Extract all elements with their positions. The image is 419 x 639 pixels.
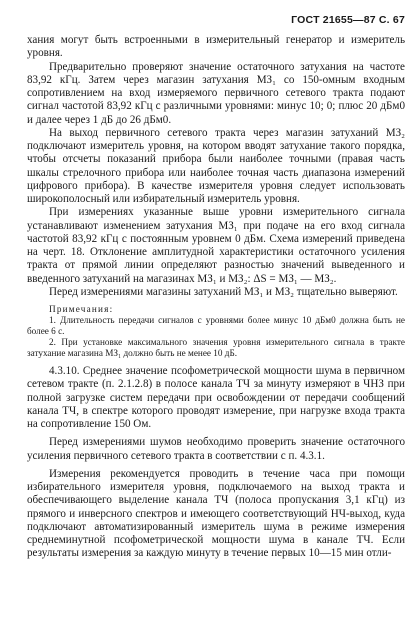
- notes-block: [27, 304, 405, 359]
- running-head: ГОСТ 21655—87 С. 67: [291, 14, 405, 26]
- paragraph-noise-power: 4.3.10. Среднее значение псофометрической мощности шума в первичном сетевом тракте (п. 2.1.2.8) в полосе канала ТЧ за минуту измеряют в ЧНЗ при полной загрузке систем передачи при освобождении от передачи сообщений канала ТЧ, в спектре которого проводят измерение, при нагрузке входа тракта на сопротивление 150 Ом.: [27, 365, 405, 430]
- section-4-3-10: [27, 365, 405, 561]
- paragraph-noise-procedure: Измерения рекомендуется проводить в течение часа при помощи избирательного измерителя уровня, подключаемого на выход тракта и обеспечивающего выделение канала ТЧ (полоса пропускания 3,1 кГц) из прямого и инверсного спектров и имеющего соответствующий НЧ-выход, куда подключают автоматизированный измеритель шума в режиме измерения среднеминутной псофометрической мощности шума в канале ТЧ. Если результаты измерения за каждую минуту в течение первых 10—15 мин отли-: [27, 467, 405, 560]
- paragraph-continuation: хания могут быть встроенными в измерительный генератор и измеритель уровня.: [27, 34, 405, 60]
- paragraph-noise-precheck: Перед измерениями шумов необходимо проверить значение остаточного усиления первичного сетевого тракта в соответствии с п. 4.3.1.: [27, 436, 405, 462]
- paragraph-output-level-meter: На выход первичного сетевого тракта через магазин затуханий МЗ₂ подключают измеритель уровня, на котором вводят затухание такого порядка, чтобы отсчеты показаний прибора были наиболее точными (правая часть шкалы стрелочного прибора или наиболее точная часть диапазона измерений цифрового прибора). В качестве измерителя уровня следует использовать широкополосный или избирательный измеритель уровня.: [27, 126, 405, 205]
- paragraph-measurement-procedure: При измерениях указанные выше уровни измерительного сигнала устанавливают изменением затухания МЗ₁ при подаче на его вход сигнала частотой 83,92 кГц с постоянным уровнем 0 дБм. Схема измерений приведена на черт. 18. Отклонение амплитудной характеристики остаточного усиления тракта от прямой линии определяют разностью значений выведенного и введенного затуханий на магазинах МЗ₁ и МЗ₂: ΔS = МЗ₁ — МЗ₂.: [27, 206, 405, 285]
- notes-title: Примечания:: [49, 304, 114, 314]
- note-1: 1. Длительность передачи сигналов с уровнями более минус 10 дБм0 должна быть не более 6 с.: [27, 315, 405, 336]
- body-text: [27, 34, 405, 299]
- paragraph-calibration: Перед измерениями магазины затуханий МЗ₁ и МЗ₂ тщательно выверяют.: [49, 285, 398, 298]
- note-2: 2. При установке максимального значения уровня измерительного сигнала в тракте затухание магазина МЗ₁ должно быть не менее 10 дБ.: [27, 337, 405, 358]
- paragraph-check-residual-attenuation: Предварительно проверяют значение остаточного затухания на частоте 83,92 кГц. Затем через магазин затухания МЗ₁ со 150-омным входным сопротивлением на вход измеряемого первичного сетевого тракта подают сигнал частотой 83,92 кГц с различными уровнями: минус 10; 0; плюс 20 дБм0 и далее через 1 дБ до 26 дБм0.: [27, 60, 405, 126]
